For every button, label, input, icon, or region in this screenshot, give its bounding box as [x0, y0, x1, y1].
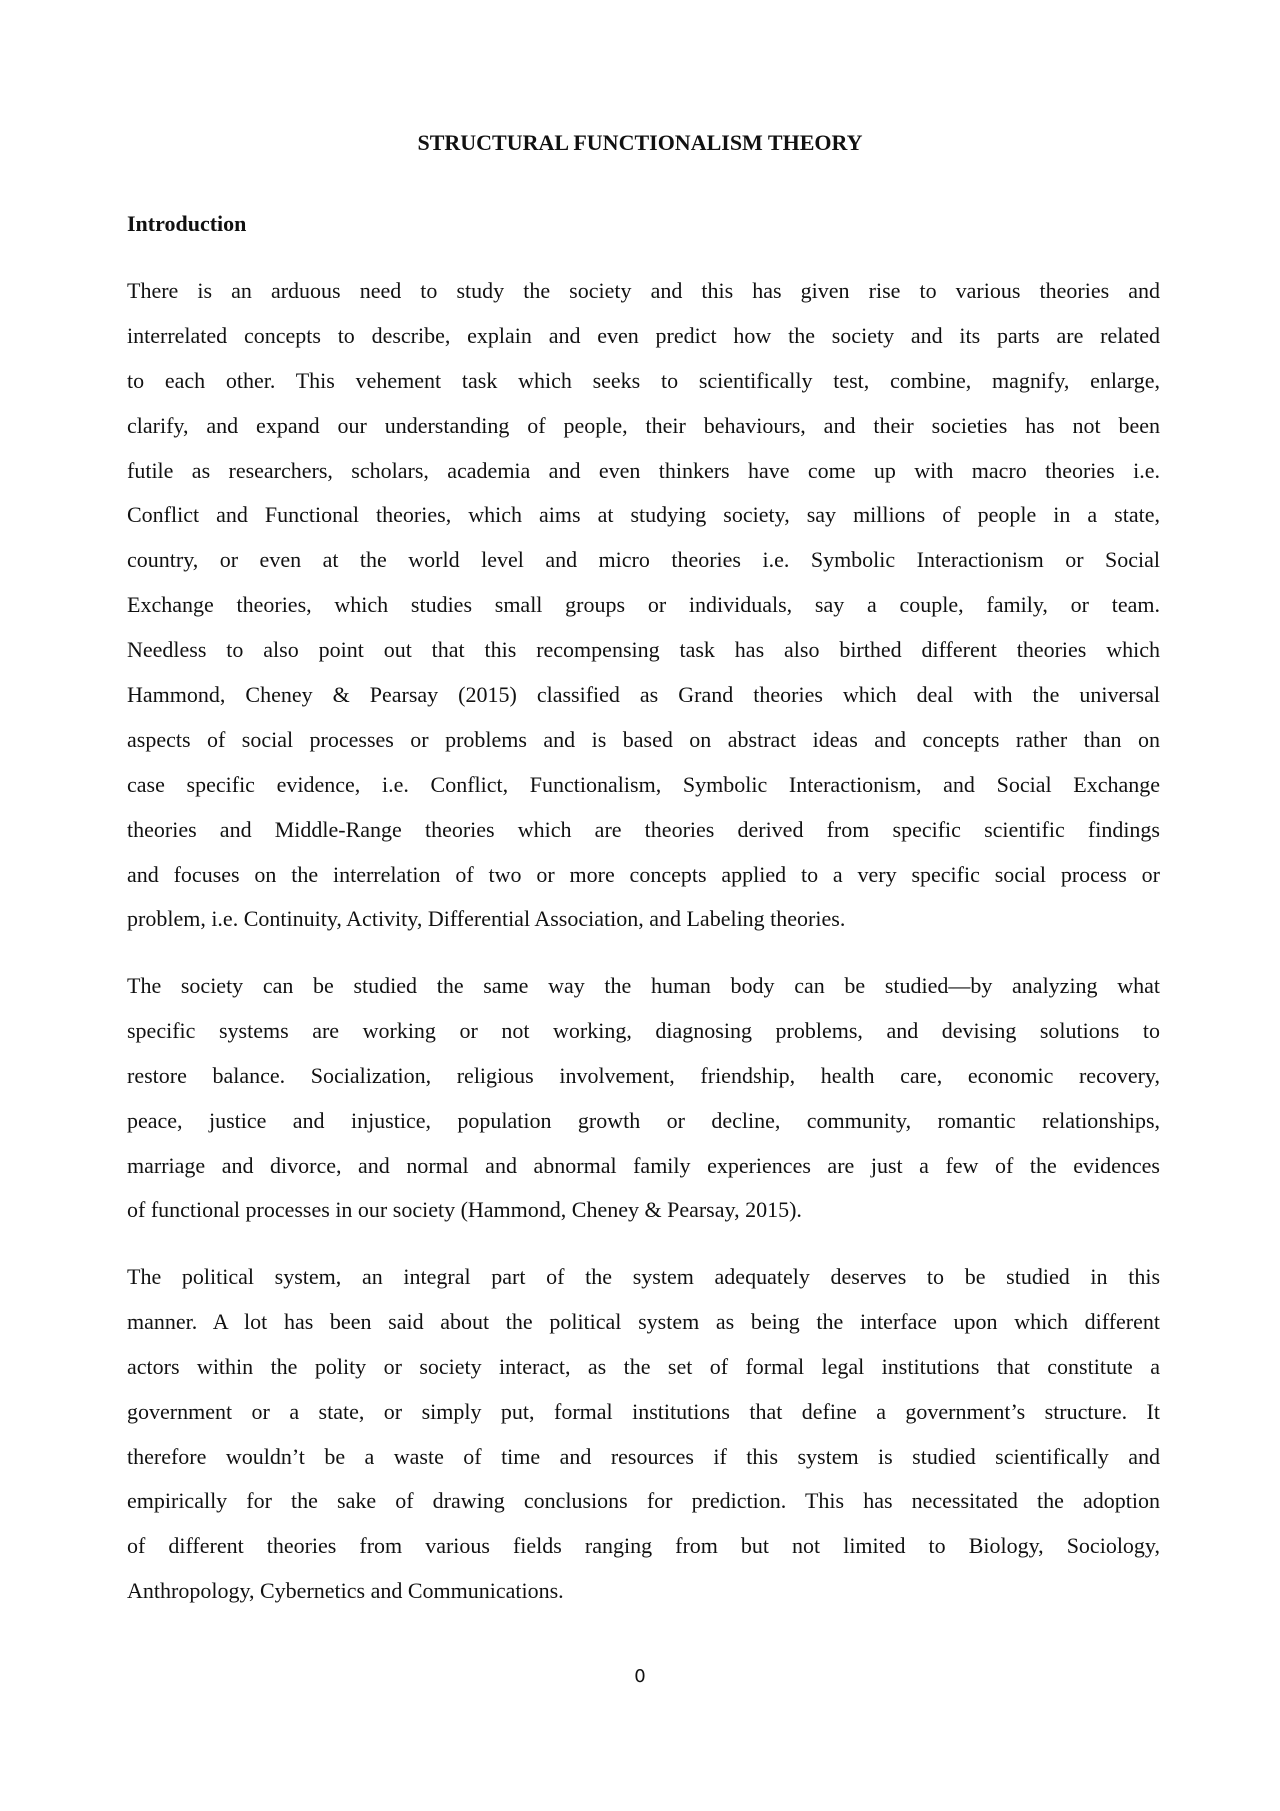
text-line: There is an arduous need to study the society and this has given rise to various theories and: [127, 278, 1160, 303]
section-heading-introduction: Introduction: [127, 211, 247, 236]
text-line: aspects of social processes or problems and is based on abstract ideas and concepts rather than on: [127, 726, 1160, 752]
text-line: to each other. This vehement task which seeks to scientifically test, combine, magnify, enlarge,: [127, 367, 1160, 393]
text-line: interrelated concepts to describe, explain and even predict how the society and its parts are related: [127, 322, 1160, 348]
text-line: actors within the polity or society interact, as the set of formal legal institutions that constitute a: [127, 1353, 1160, 1379]
paragraph-3: [127, 1255, 1160, 1614]
page-number: 0: [634, 1666, 646, 1687]
text-line: Needless to also point out that this recompensing task has also birthed different theories which: [127, 637, 1160, 663]
text-line: theories and Middle-Range theories which are theories derived from specific scientific findings: [127, 816, 1160, 842]
text-line: therefore wouldn’t be a waste of time and resources if this system is studied scientifically and: [127, 1443, 1160, 1469]
text-line: case specific evidence, i.e. Conflict, Functionalism, Symbolic Interactionism, and Social Exchange: [127, 771, 1160, 797]
paragraph-2: [127, 964, 1160, 1233]
text-line: Anthropology, Cybernetics and Communications.: [127, 1578, 564, 1604]
text-line: and focuses on the interrelation of two or more concepts applied to a very specific social process or: [127, 861, 1160, 887]
text-line: country, or even at the world level and micro theories i.e. Symbolic Interactionism or Social: [127, 547, 1160, 573]
text-line: government or a state, or simply put, formal institutions that define a government’s structure. It: [127, 1398, 1160, 1424]
text-line: Exchange theories, which studies small groups or individuals, say a couple, family, or team.: [127, 592, 1160, 618]
paragraph-1: [127, 269, 1160, 942]
text-line: Hammond, Cheney & Pearsay (2015) classified as Grand theories which deal with the universal: [127, 682, 1160, 708]
text-line: The society can be studied the same way the human body can be studied—by analyzing what: [127, 973, 1160, 998]
text-line: The political system, an integral part of the system adequately deserves to be studied in this: [127, 1264, 1160, 1289]
text-line: clarify, and expand our understanding of people, their behaviours, and their societies has not been: [127, 412, 1160, 438]
text-line: futile as researchers, scholars, academia and even thinkers have come up with macro theories i.e.: [127, 457, 1160, 483]
text-line: manner. A lot has been said about the political system as being the interface upon which different: [127, 1308, 1160, 1334]
text-line: empirically for the sake of drawing conclusions for prediction. This has necessitated the adoption: [127, 1488, 1160, 1514]
text-line: of different theories from various fields ranging from but not limited to Biology, Sociology,: [127, 1533, 1160, 1559]
text-line: specific systems are working or not working, diagnosing problems, and devising solutions to: [127, 1017, 1160, 1043]
text-line: of functional processes in our society (Hammond, Cheney & Pearsay, 2015).: [127, 1197, 802, 1223]
text-line: marriage and divorce, and normal and abnormal family experiences are just a few of the evidences: [127, 1152, 1160, 1178]
text-line: restore balance. Socialization, religious involvement, friendship, health care, economic recovery,: [127, 1062, 1160, 1088]
text-line: Conflict and Functional theories, which aims at studying society, say millions of people in a state,: [127, 502, 1160, 528]
text-line: peace, justice and injustice, population growth or decline, community, romantic relationships,: [127, 1107, 1160, 1133]
text-line: problem, i.e. Continuity, Activity, Differential Association, and Labeling theories.: [127, 906, 846, 932]
document-title: STRUCTURAL FUNCTIONALISM THEORY: [417, 130, 863, 155]
